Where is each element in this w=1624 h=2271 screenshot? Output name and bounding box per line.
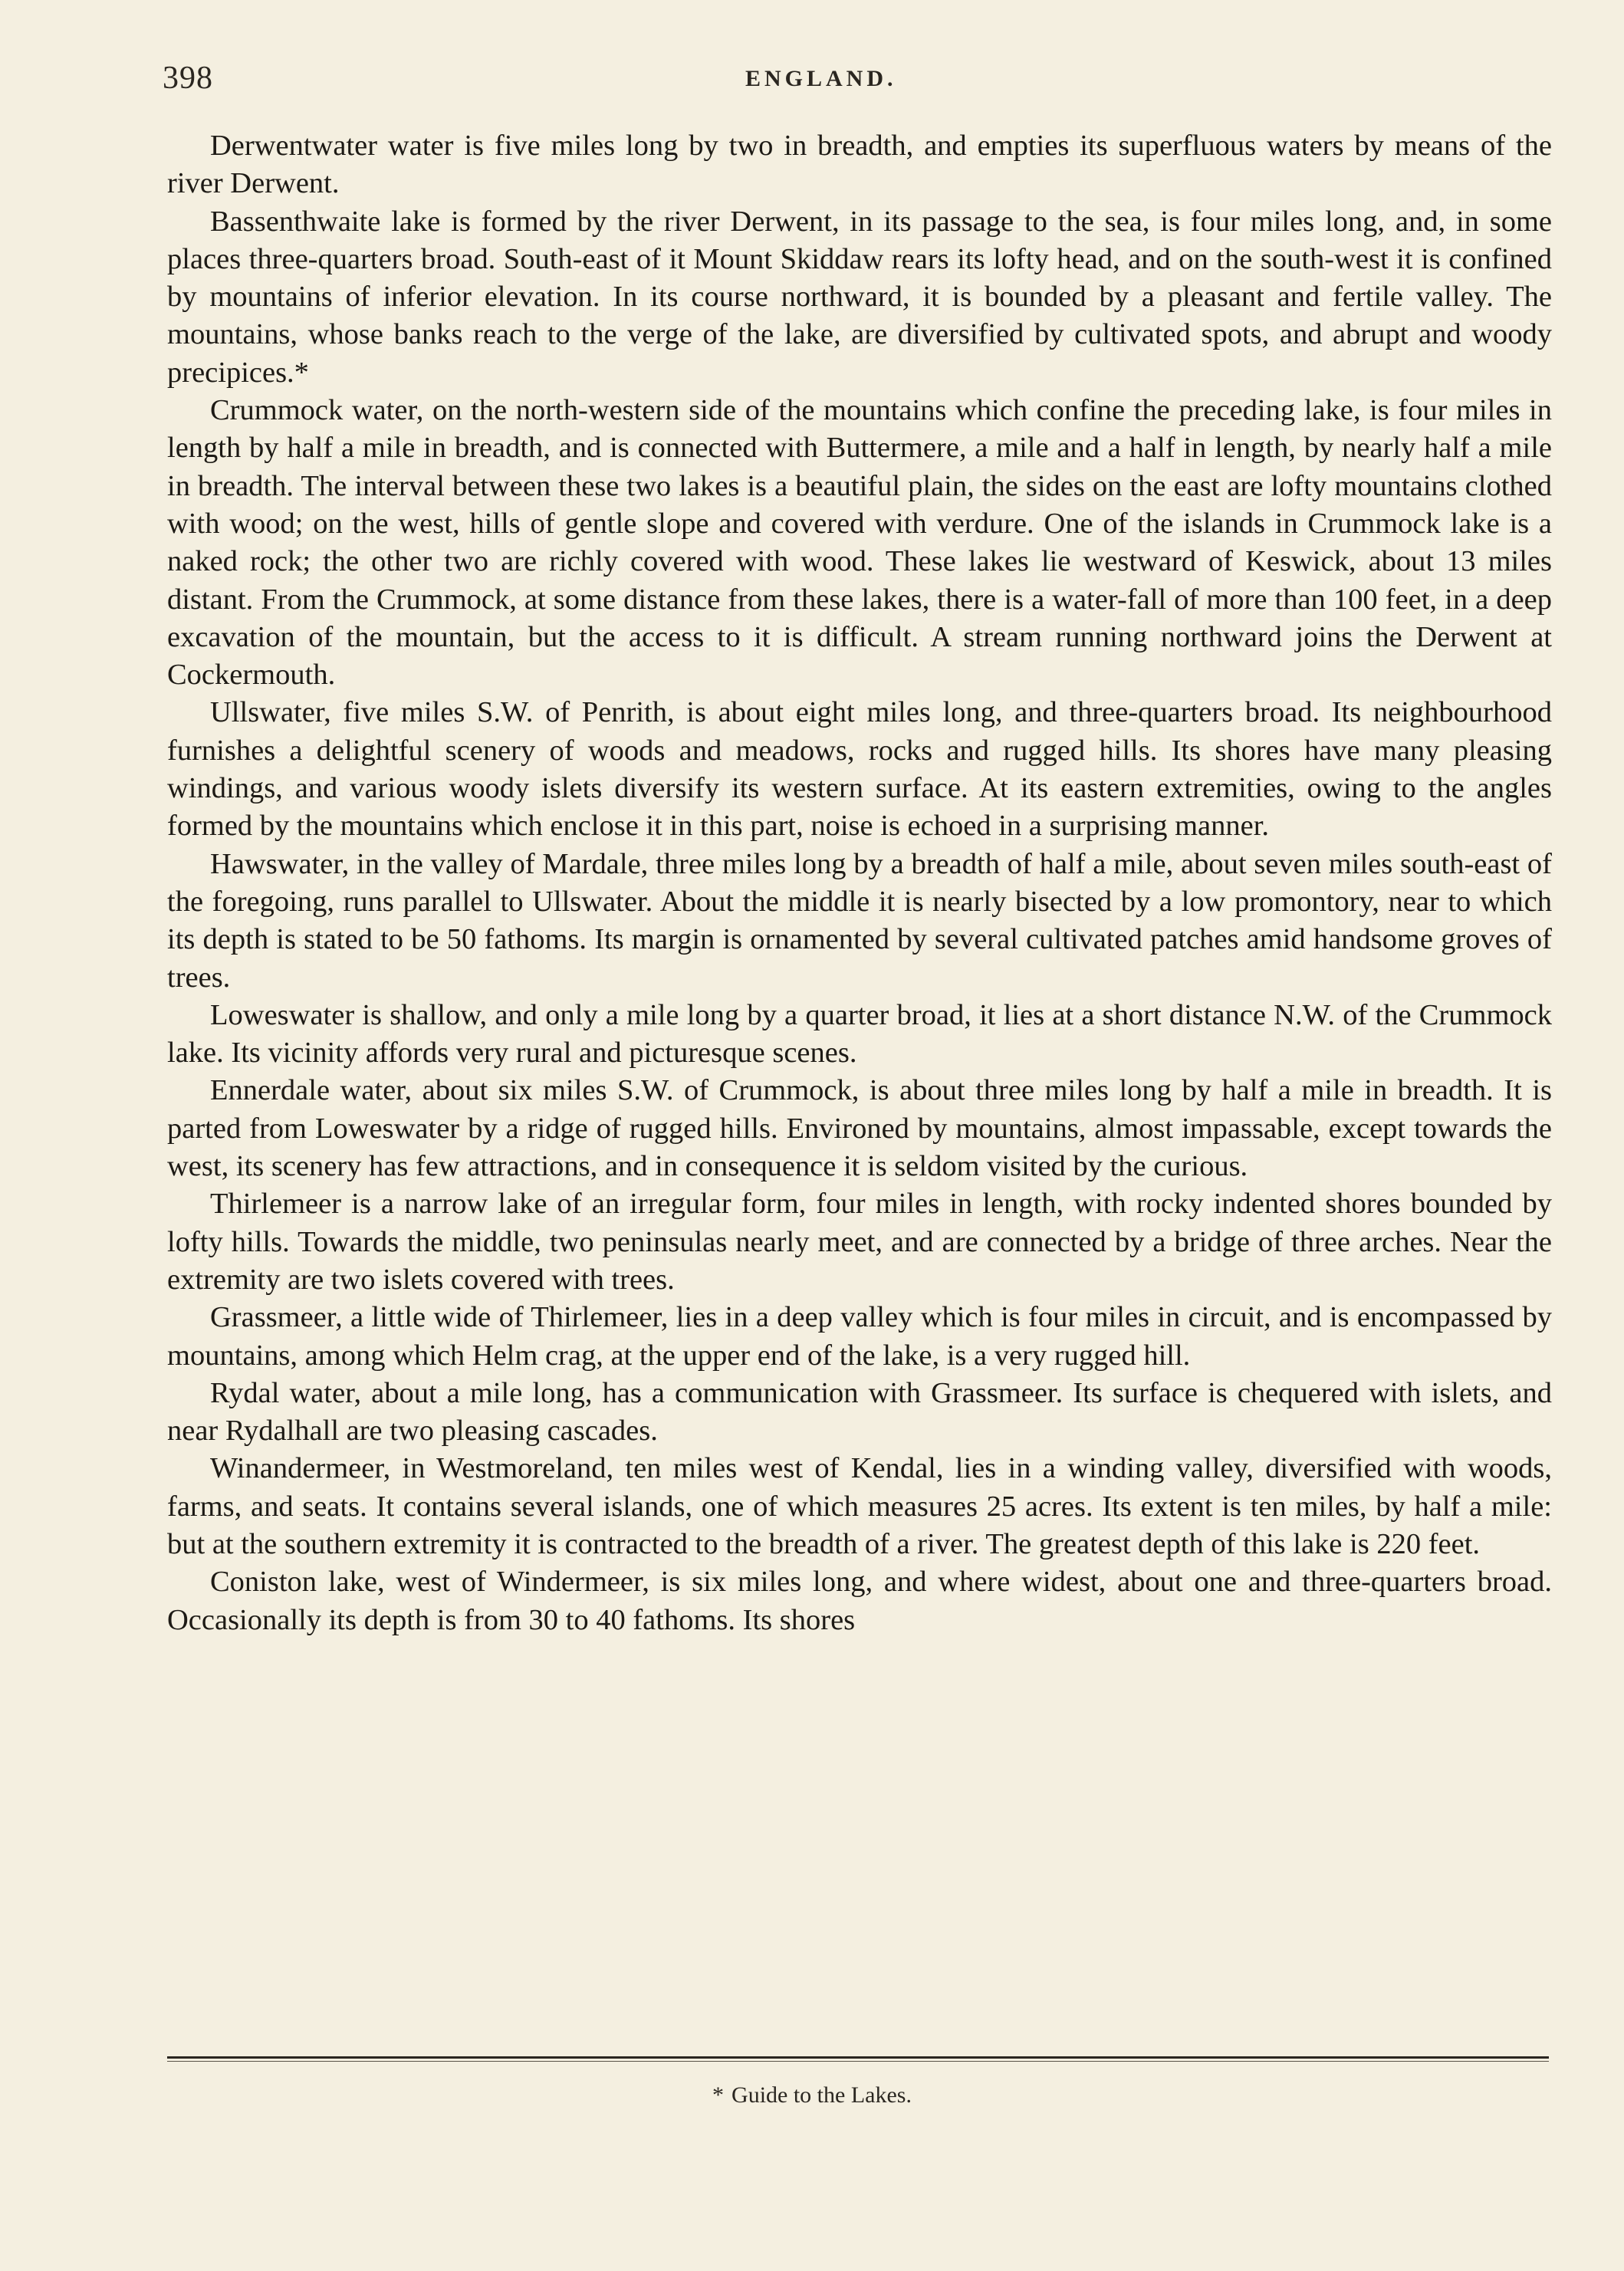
paragraph-thirlemeer: Thirlemeer is a narrow lake of an irregular form, four miles in length, with rocky indented shores bounded by lofty hills. Towards the middle, two peninsulas nearly meet, and are connected by a bridge of three arches. Near the extremity are two islets covered with trees. (167, 1188, 1552, 1296)
paragraph-bassenthwaite: Bassenthwaite lake is formed by the river Derwent, in its passage to the sea, is four miles long, and, in some places three-quarters broad. South-east of it Mount Skiddaw rears its lofty head, and on the south-west it is confined by mountains of inferior elevation. In its course northward, it is bounded by a pleasant and fertile valley. The mountains, whose banks reach to the verge of the lake, are diversified by cultivated spots, and abrupt and woody precipices.* (167, 205, 1552, 389)
paragraph-grassmeer: Grassmeer, a little wide of Thirlemeer, lies in a deep valley which is four miles in circuit, and is encompassed by mountains, among which Helm crag, at the upper end of the lake, is a very rugged hill. (167, 1301, 1552, 1372)
footnote-text: Guide to the Lakes. (731, 2082, 912, 2108)
paragraph-ullswater: Ullswater, five miles S.W. of Penrith, is about eight miles long, and three-quarters broad. Its neighbourhood furnishes a delightful scenery of woods and meadows, rocks and rugged hills. Its shores have many pleasing windings, and various woody islets diversify its western surface. At its eastern extremities, owing to the angles formed by the mountains which enclose it in this part, noise is echoed in a surprising manner. (167, 696, 1552, 843)
paragraph-crummock: Crummock water, on the north-western side of the mountains which confine the preceding lake, is four miles in length by half a mile in breadth, and is connected with Buttermere, a mile and a half in length, by nearly half a mile in breadth. The interval between these two lakes is a beautiful plain, the sides on the east are lofty mountains clothed with wood; on the west, hills of gentle slope and covered with verdure. One of the islands in Crummock lake is a naked rock; the other two are richly covered with wood. These lakes lie westward of Keswick, about 13 miles distant. From the Crummock, at some distance from these lakes, there is a water-fall of more than 100 feet, in a deep excavation of the mountain, but the access to it is difficult. A stream running northward joins the Derwent at Cockermouth. (167, 394, 1552, 692)
running-head: ENGLAND. (745, 66, 897, 91)
page-header (163, 60, 1558, 106)
paragraph-loweswater: Loweswater is shallow, and only a mile long by a quarter broad, it lies at a short distance N.W. of the Crummock lake. Its vicinity affords very rural and picturesque scenes. (167, 998, 1552, 1070)
paragraph-winandermeer: Winandermeer, in Westmoreland, ten miles west of Kendal, lies in a winding valley, diversified with woods, farms, and seats. It contains several islands, one of which measures 25 acres. Its extent is ten miles, by half a mile: but at the southern extremity it is contracted to the breadth of a river. The greatest depth of this lake is 220 feet. (167, 1452, 1552, 1560)
footnote-divider (167, 2056, 1549, 2059)
page-number: 398 (163, 61, 213, 96)
paragraph-coniston: Coniston lake, west of Windermeer, is six miles long, and where widest, about one and three-quarters broad. Occasionally its depth is from 30 to 40 fathoms. Its shores (167, 1566, 1552, 1636)
paragraph-ennerdale: Ennerdale water, about six miles S.W. of Crummock, is about three miles long by half a mile in breadth. It is parted from Loweswater by a ridge of rugged hills. Environed by mountains, almost impassable, except towards the west, its scenery has few attractions, and in consequence it is seldom visited by the curious. (167, 1074, 1552, 1183)
footnote-divider-thin (167, 2061, 1549, 2062)
footnote-mark: * (712, 2082, 725, 2108)
footnote (0, 2082, 1624, 2108)
body-text (167, 127, 1552, 1639)
paragraph-derwentwater: Derwentwater water is five miles long by two in breadth, and empties its superfluous waters by means of the river Derwent. (167, 130, 1552, 200)
paragraph-rydal: Rydal water, about a mile long, has a communication with Grassmeer. Its surface is chequered with islets, and near Rydalhall are two pleasing cascades. (167, 1376, 1552, 1448)
paragraph-hawswater: Hawswater, in the valley of Mardale, three miles long by a breadth of half a mile, about seven miles south-east of the foregoing, runs parallel to Ullswater. About the middle it is nearly bisected by a low promontory, near to which its depth is stated to be 50 fathoms. Its margin is ornamented by several cultivated patches amid handsome groves of trees. (167, 847, 1552, 994)
